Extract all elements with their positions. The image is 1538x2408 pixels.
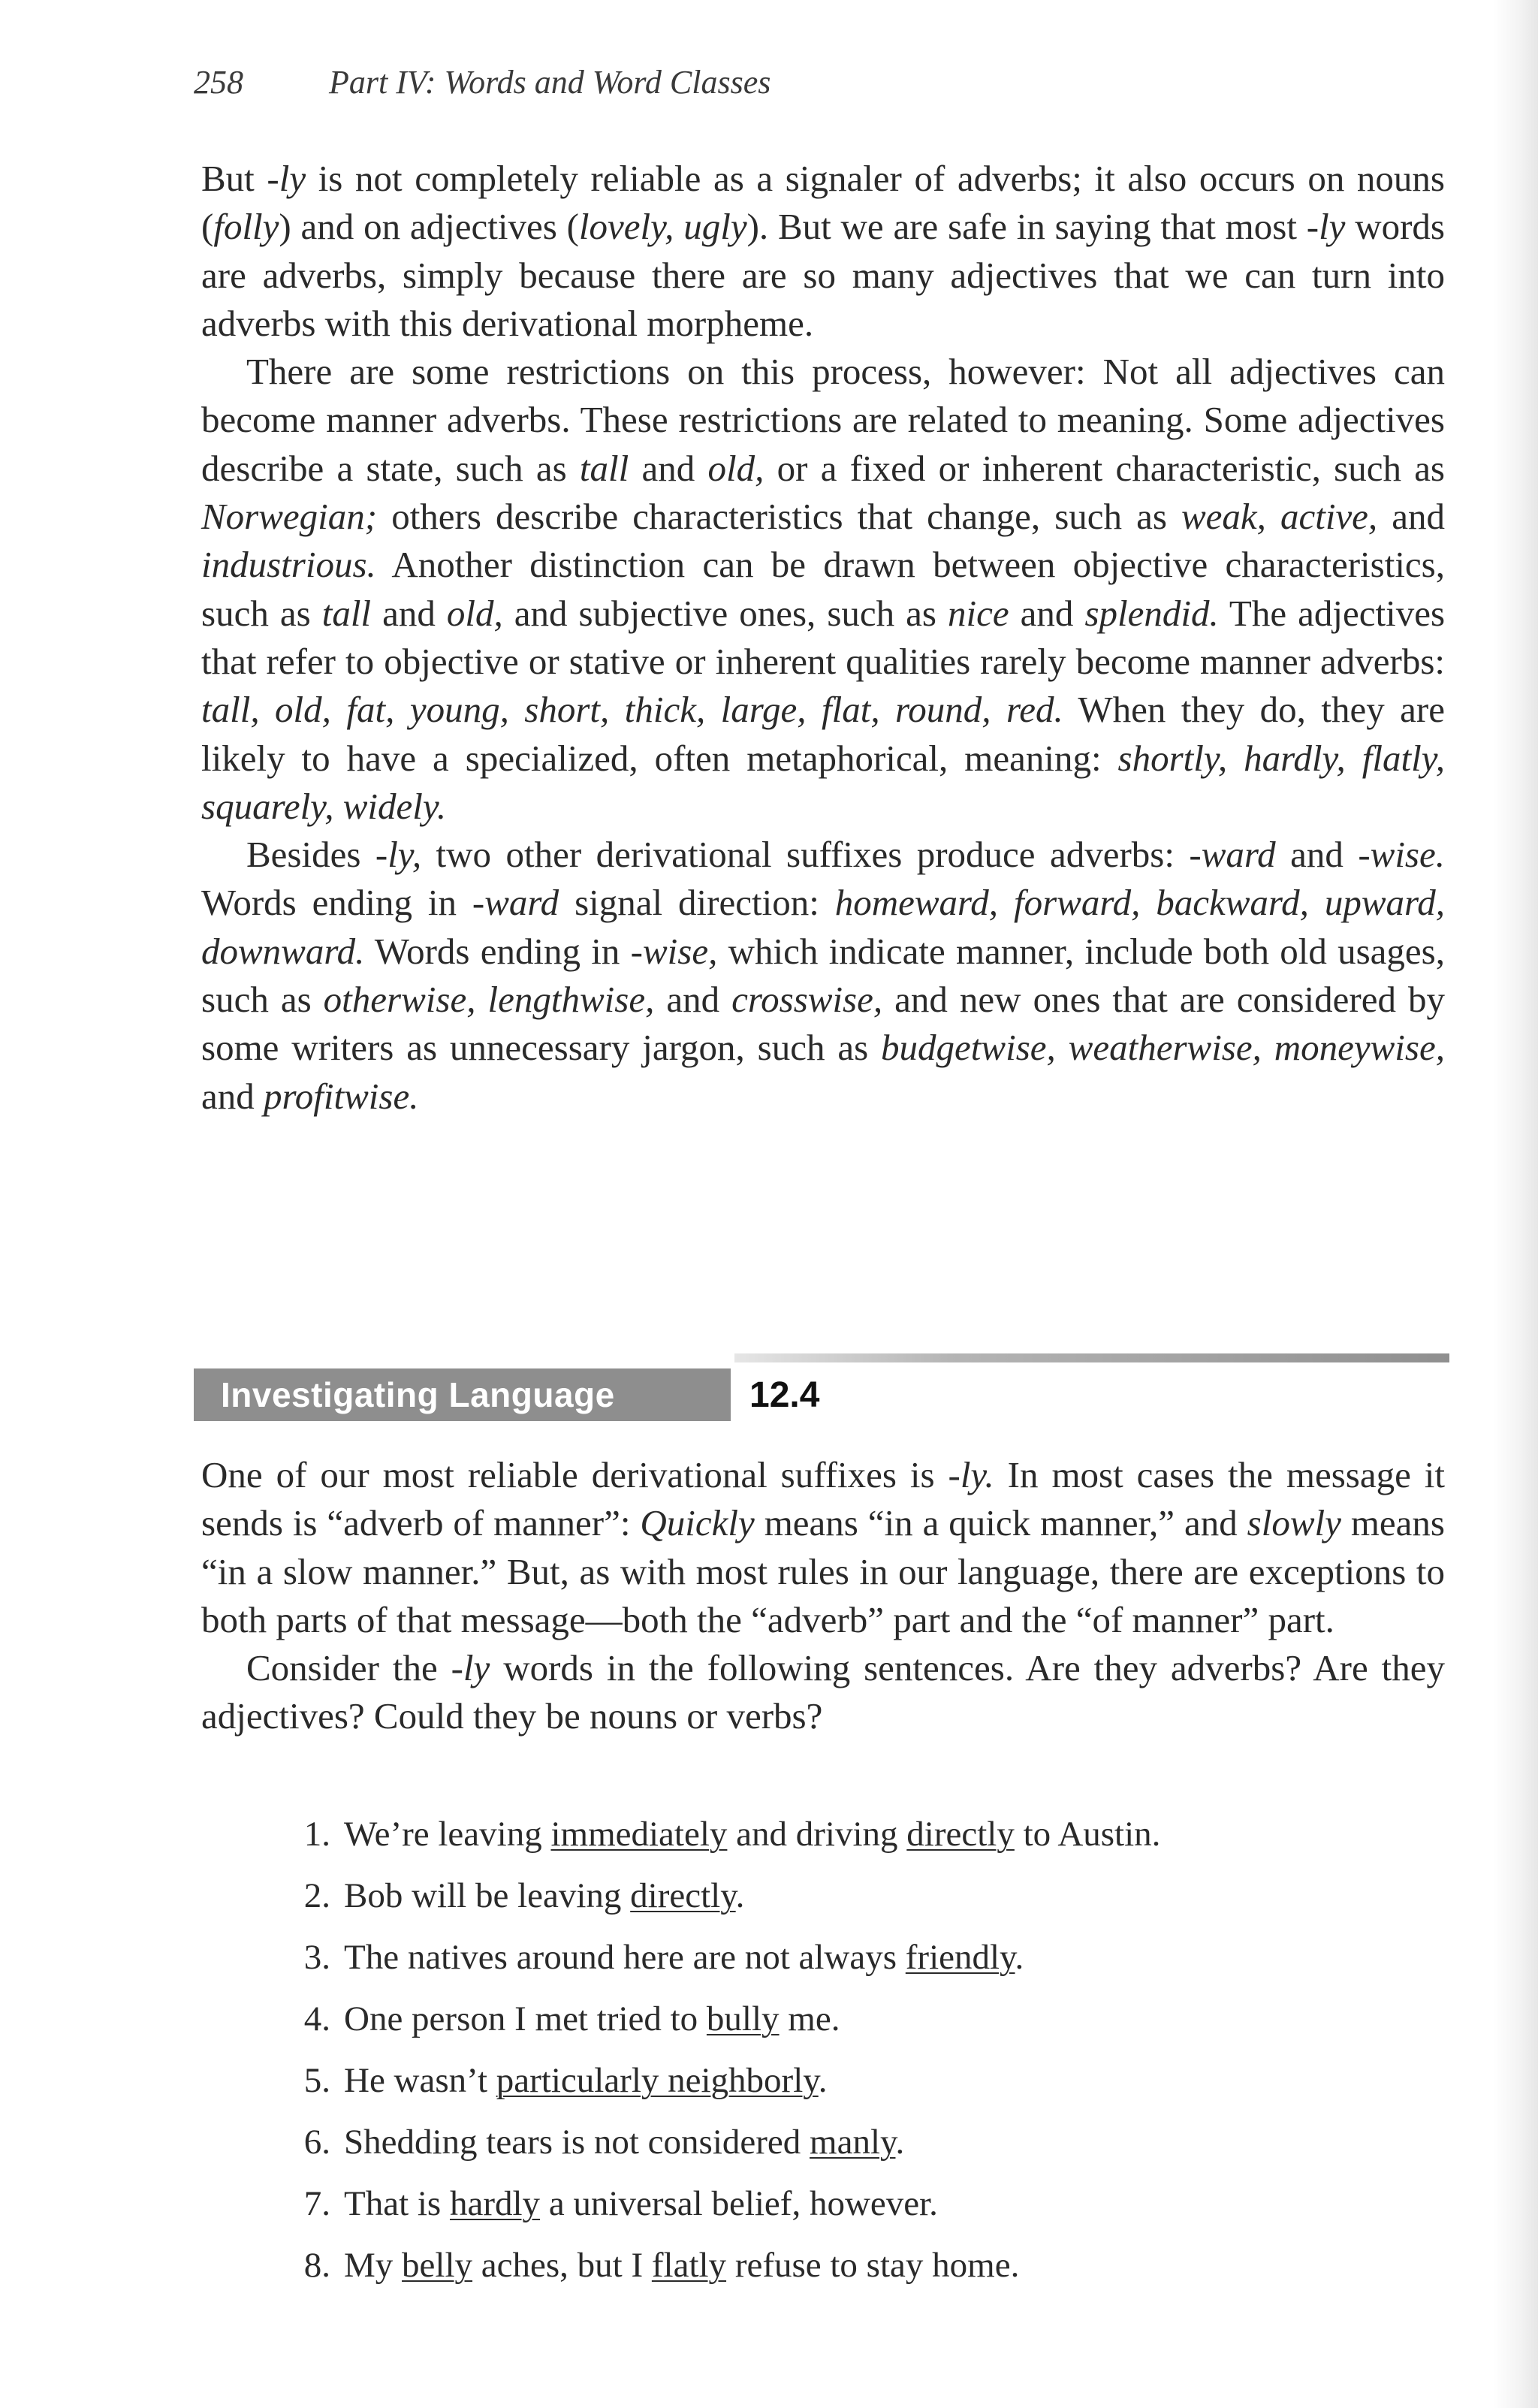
page-gutter-shadow bbox=[1493, 0, 1538, 2408]
example-sentence: We’re leaving immediately and driving directly to Austin. bbox=[344, 1815, 1161, 1854]
example-sentence: Bob will be leaving directly. bbox=[344, 1876, 745, 1915]
feature-label: Investigating Language bbox=[194, 1368, 731, 1421]
feature-text bbox=[201, 1451, 1445, 1741]
paragraph: There are some restrictions on this process, however: Not all adjectives can become manner adverbs. These restrictions are related to meaning. Some adjectives describe a state, such as tall and old, or a fixed or inherent characteristic, such as Norwegian; others describe characteristics that change, such as weak, active, and industrious. Another distinction can be drawn between objective characteristics, such as tall and old, and subjective ones, such as nice and splendid. The adjectives that refer to objective or stative or inherent qualities rarely become manner adverbs: tall, old, fat, young, short, thick, large, flat, round, red. When they do, they are likely to have a specialized, often metaphorical, meaning: shortly, hardly, flatly, squarely, widely. bbox=[201, 351, 1446, 827]
page-number: 258 bbox=[194, 64, 243, 101]
list-item bbox=[270, 2241, 1397, 2303]
list-item bbox=[270, 2118, 1397, 2180]
item-number: 5. bbox=[303, 2061, 330, 2100]
list-item bbox=[270, 2180, 1397, 2241]
intro-text bbox=[201, 155, 1445, 1121]
list-item bbox=[270, 2056, 1397, 2118]
list-item bbox=[270, 1810, 1397, 1872]
paragraph: Consider the -ly words in the following sentences. Are they adverbs? Are they adjectives? Could they be nouns or verbs? bbox=[201, 1647, 1445, 1737]
paragraph: Besides -ly, two other derivational suffixes produce adverbs: -ward and -wise. Words ending in -ward signal direction: homeward, forward, backward, upward, downward. Words ending in -wise, which indicate manner, include both old usages, such as otherwise, lengthwise, and crosswise, and new ones that are considered by some writers as unnecessary jargon, such as budgetwise, weatherwise, moneywise, and profitwise. bbox=[201, 834, 1446, 1117]
example-sentence-list bbox=[270, 1810, 1397, 2303]
example-sentence: He wasn’t particularly neighborly. bbox=[344, 2061, 828, 2100]
item-number: 3. bbox=[303, 1938, 330, 1977]
paragraph: One of our most reliable derivational suffixes is -ly. In most cases the message it sends is “adverb of manner”: Quickly means “in a quick manner,” and slowly means “in a slow manner.” But, as with most rules in our language, there are exceptions to both parts of that message—both the “adverb” part and the “of manner” part. bbox=[201, 1454, 1446, 1640]
example-sentence: Shedding tears is not considered manly. bbox=[344, 2123, 905, 2162]
item-number: 1. bbox=[303, 1815, 330, 1854]
example-sentence: That is hardly a universal belief, however. bbox=[344, 2184, 938, 2223]
running-title: Part IV: Words and Word Classes bbox=[329, 64, 771, 101]
item-number: 2. bbox=[303, 1876, 330, 1915]
running-header bbox=[194, 63, 771, 101]
item-number: 8. bbox=[303, 2246, 330, 2285]
item-number: 6. bbox=[303, 2123, 330, 2162]
feature-number: 12.4 bbox=[749, 1375, 820, 1415]
feature-rule bbox=[734, 1353, 1449, 1362]
list-item bbox=[270, 1872, 1397, 1933]
feature-heading bbox=[194, 1352, 1452, 1427]
list-item bbox=[270, 1933, 1397, 1995]
item-number: 4. bbox=[303, 1999, 330, 2038]
example-sentence: One person I met tried to bully me. bbox=[344, 1999, 840, 2038]
paragraph: But -ly is not completely reliable as a signaler of adverbs; it also occurs on nouns (folly) and on adjectives (lovely, ugly). But we are safe in saying that most -ly words are adverbs, simply because there are so many adjectives that we can turn into adverbs with this derivational morpheme. bbox=[201, 158, 1446, 344]
example-sentence: The natives around here are not always friendly. bbox=[344, 1938, 1024, 1977]
list-item bbox=[270, 1995, 1397, 2056]
example-sentence: My belly aches, but I flatly refuse to stay home. bbox=[344, 2246, 1020, 2285]
item-number: 7. bbox=[303, 2184, 330, 2223]
